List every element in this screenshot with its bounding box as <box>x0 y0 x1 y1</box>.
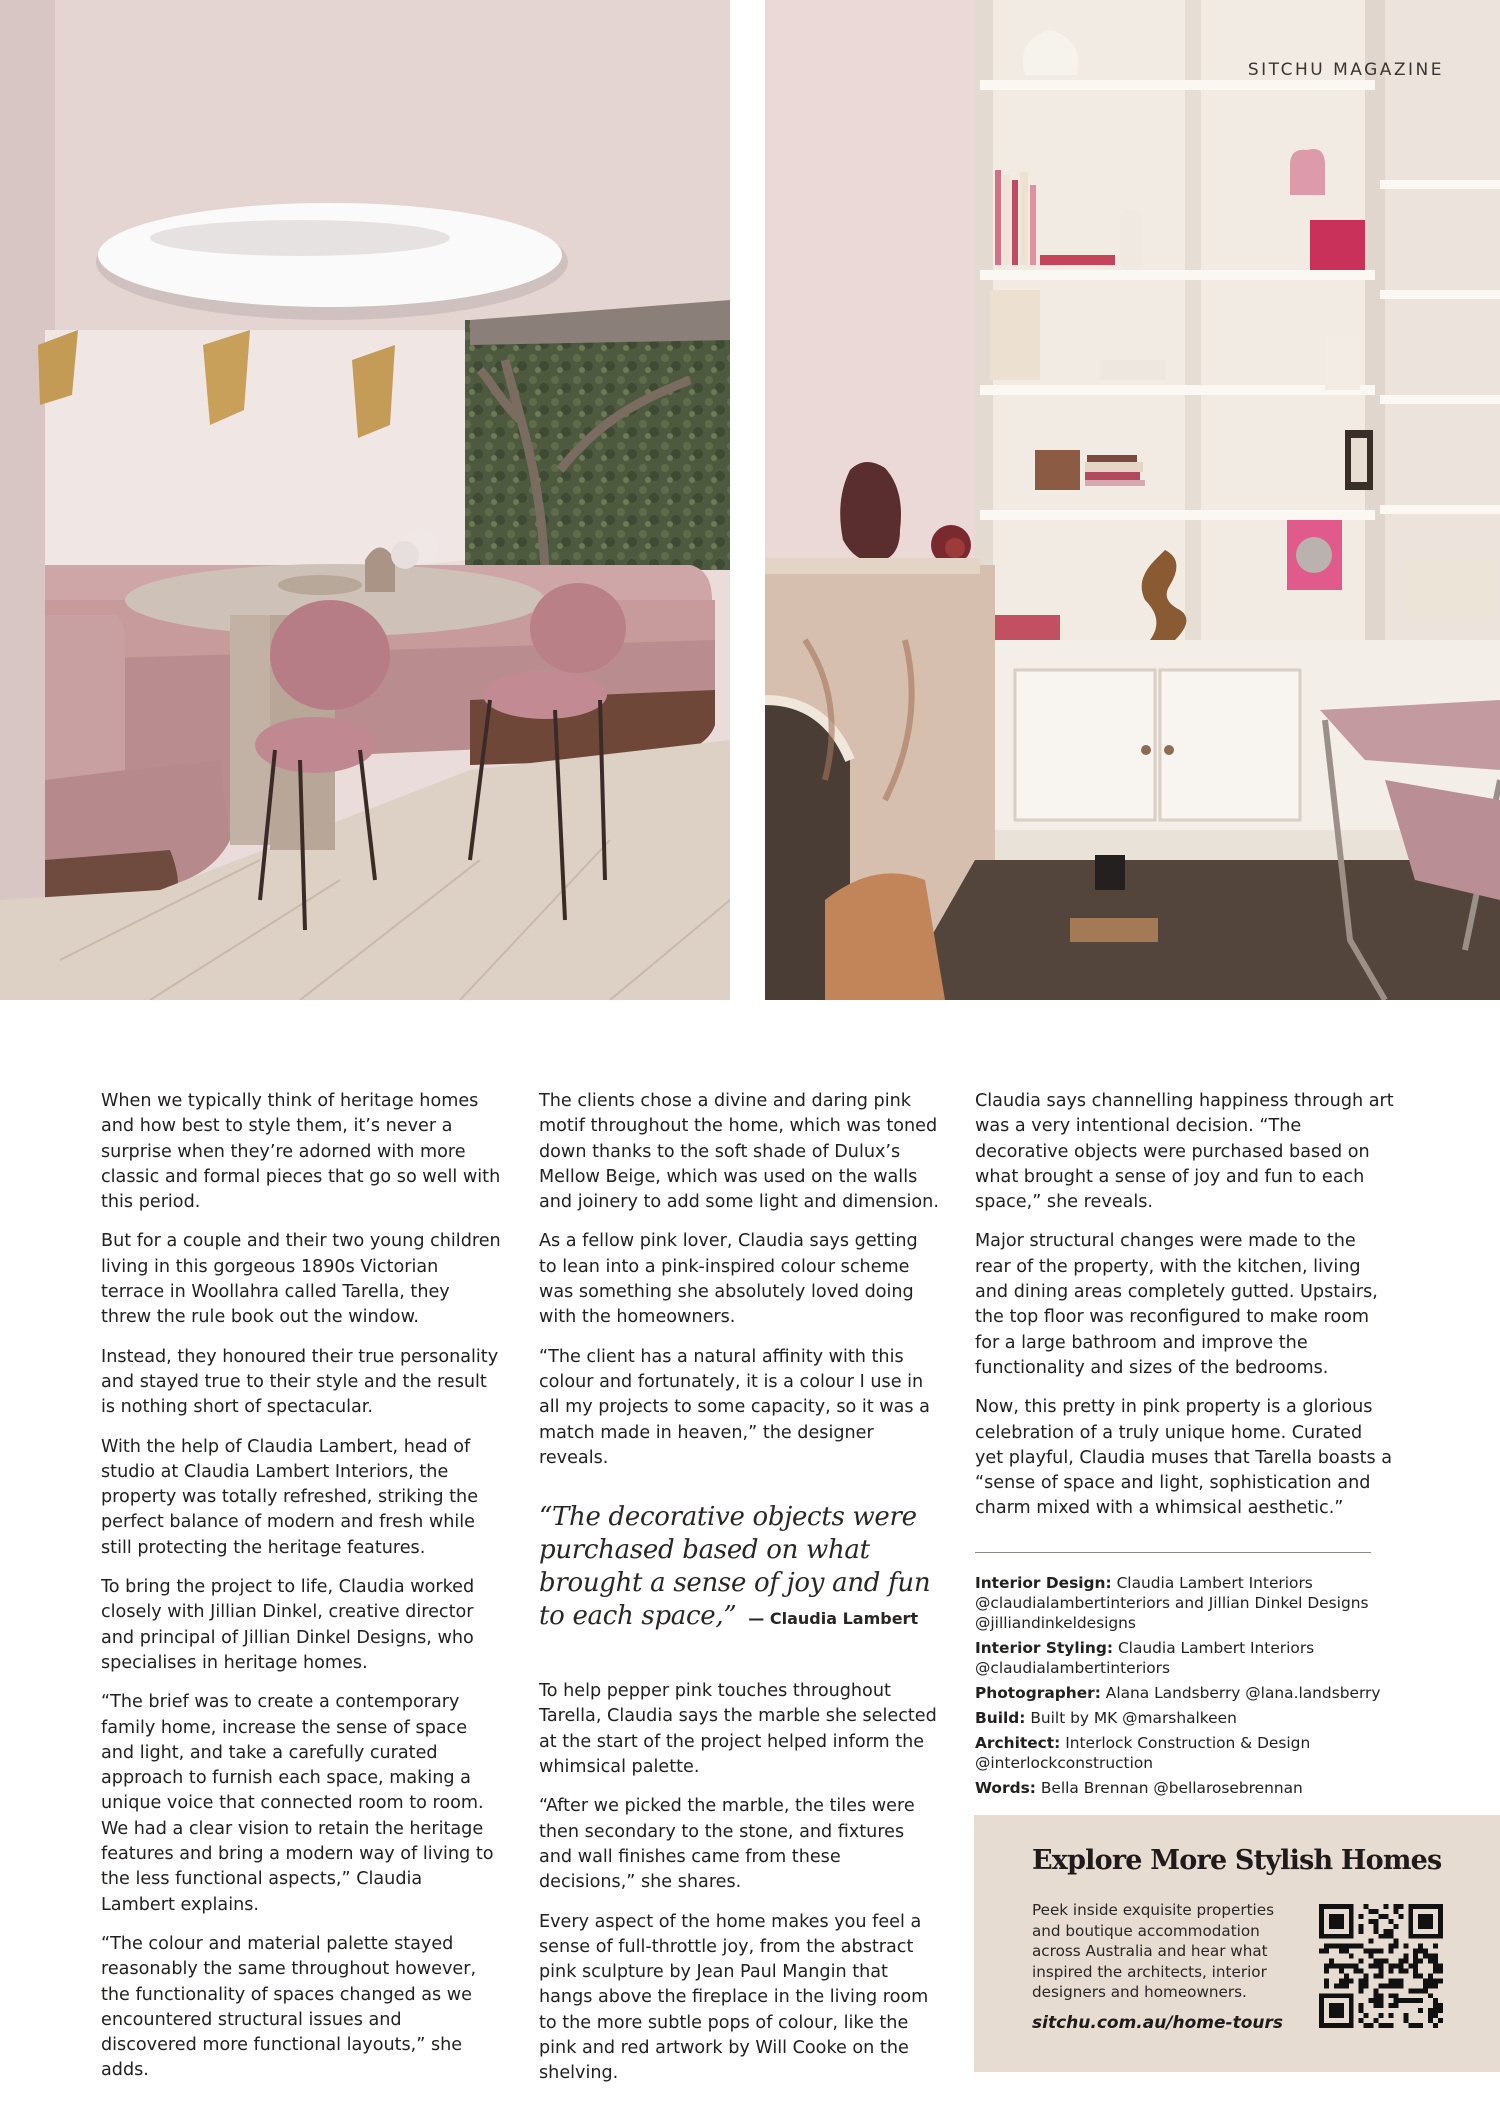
photo-living-shelves <box>765 0 1500 1000</box>
credit-value: Claudia Lambert Interiors @claudialambertinteriors <box>975 1638 1315 1677</box>
credit-interior-design <box>975 1573 1395 1633</box>
credit-label: Interior Styling: <box>975 1638 1114 1657</box>
paragraph: To help pepper pink touches throughout Tarella, Claudia says the marble she selected at the start of the project helped inform the whimsical palette. <box>539 1681 937 1778</box>
qr-code-icon[interactable] <box>1319 1904 1443 2028</box>
photo-dining-nook <box>0 0 730 1000</box>
promo-title: Explore More Stylish Homes <box>1032 1845 1442 1876</box>
credit-build <box>975 1708 1395 1728</box>
credit-value: Claudia Lambert Interiors @claudialambertinteriors and Jillian Dinkel Designs @jilliandinkeldesigns <box>975 1573 1369 1632</box>
paragraph: To bring the project to life, Claudia worked closely with Jillian Dinkel, creative director and principal of Jillian Dinkel Designs, who specialises in heritage homes. <box>101 1577 475 1673</box>
promo-body: Peek inside exquisite properties and boutique accommodation across Australia and hear what inspired the architects, interior designers and homeowners. <box>1032 1901 1275 2001</box>
paragraph: As a fellow pink lover, Claudia says getting to lean into a pink-inspired colour scheme was something she absolutely loved doing with the homeowners. <box>539 1231 918 1328</box>
credit-value: Built by MK @marshalkeen <box>1030 1708 1237 1727</box>
credit-architect <box>975 1733 1395 1773</box>
paragraph: But for a couple and their two young children living in this gorgeous 1890s Victorian terrace in Woollahra called Tarella, they threw the rule book out the window. <box>101 1231 501 1328</box>
paragraph: Instead, they honoured their true personality and stayed true to their style and the result is nothing short of spectacular. <box>101 1346 499 1418</box>
credit-label: Photographer: <box>975 1683 1101 1702</box>
paragraph: Major structural changes were made to the rear of the property, with the kitchen, living and dining areas completely gutted. Upstairs, the top floor was reconfigured to make room for a large bathroom and improve the functionality and sizes of the bedrooms. <box>975 1231 1378 1378</box>
credit-label: Words: <box>975 1778 1036 1797</box>
paragraph: Every aspect of the home makes you feel a sense of full-throttle joy, from the abstract pink sculpture by Jean Paul Mangin that hangs above the fireplace in the living room to the more subtle pops of colour, like the pink and red artwork by Will Cooke on the shelving. <box>539 1911 929 2084</box>
credit-label: Architect: <box>975 1733 1061 1752</box>
credit-photographer <box>975 1683 1395 1703</box>
credit-interior-styling <box>975 1638 1395 1678</box>
divider <box>975 1552 1371 1553</box>
credits-list <box>975 1573 1395 1798</box>
credit-value: Bella Brennan @bellarosebrennan <box>1040 1778 1303 1797</box>
paragraph: With the help of Claudia Lambert, head of studio at Claudia Lambert Interiors, the property was totally refreshed, striking the perfect balance of modern and fresh while still protecting the heritage features. <box>101 1436 479 1558</box>
article-column-3 <box>975 1089 1395 1803</box>
paragraph: When we typically think of heritage homes and how best to style them, it’s never a surprise when they’re adorned with more classic and formal pieces that go so well with this period. <box>101 1091 501 1213</box>
pull-quote-attribution: — Claudia Lambert <box>748 1609 919 1629</box>
paragraph: “The brief was to create a contemporary family home, increase the sense of space and light, and take a carefully curated approach to furnish each space, making a unique voice that connected room to room. We had a clear vision to retain the heritage features and bring a modern way of living to the less functional aspects,” Claudia Lambert explains. <box>101 1692 494 1915</box>
promo-link[interactable]: sitchu.com.au/home-tours <box>1032 2013 1284 2033</box>
article-column-2 <box>539 1089 939 2101</box>
credit-value: Interlock Construction & Design @interlockconstruction <box>975 1733 1311 1772</box>
credit-words <box>975 1778 1395 1798</box>
paragraph: “The client has a natural affinity with this colour and fortunately, it is a colour I use in all my projects to some capacity, so it was a match made in heaven,” the designer reveals. <box>539 1346 930 1468</box>
promo-box <box>974 1815 1500 2072</box>
credit-label: Build: <box>975 1708 1026 1727</box>
credit-label: Interior Design: <box>975 1573 1112 1592</box>
credit-value: Alana Landsberry @lana.landsberry <box>1105 1683 1381 1702</box>
paragraph: The clients chose a divine and daring pink motif throughout the home, which was toned down thanks to the soft shade of Dulux’s Mellow Beige, which was used on the walls and joinery to add some light and dimension. <box>539 1091 939 1213</box>
paragraph: “After we picked the marble, the tiles were then secondary to the stone, and fixtures and wall finishes came from these decisions,” she shares. <box>539 1796 915 1893</box>
paragraph: Claudia says channelling happiness through art was a very intentional decision. “The decorative objects were purchased based on what brought a sense of joy and fun to each space,” she reveals. <box>975 1091 1394 1213</box>
pull-quote <box>539 1501 939 1635</box>
pull-quote-text: “The decorative objects were purchased based on what brought a sense of joy and fun to each space,” <box>539 1502 931 1632</box>
masthead: SITCHU MAGAZINE <box>1247 60 1444 80</box>
living-shelves-illustration <box>765 0 1500 1000</box>
dining-nook-illustration <box>0 0 730 1000</box>
article-column-1 <box>101 1089 501 2098</box>
paragraph: Now, this pretty in pink property is a glorious celebration of a truly unique home. Curated yet playful, Claudia muses that Tarella boasts a “sense of space and light, sophistication and charm mixed with a whimsical aesthetic.” <box>975 1397 1393 1519</box>
paragraph: “The colour and material palette stayed reasonably the same throughout however, the functionality of spaces changed as we encountered structural issues and discovered more functional layouts,” she adds. <box>101 1933 477 2081</box>
